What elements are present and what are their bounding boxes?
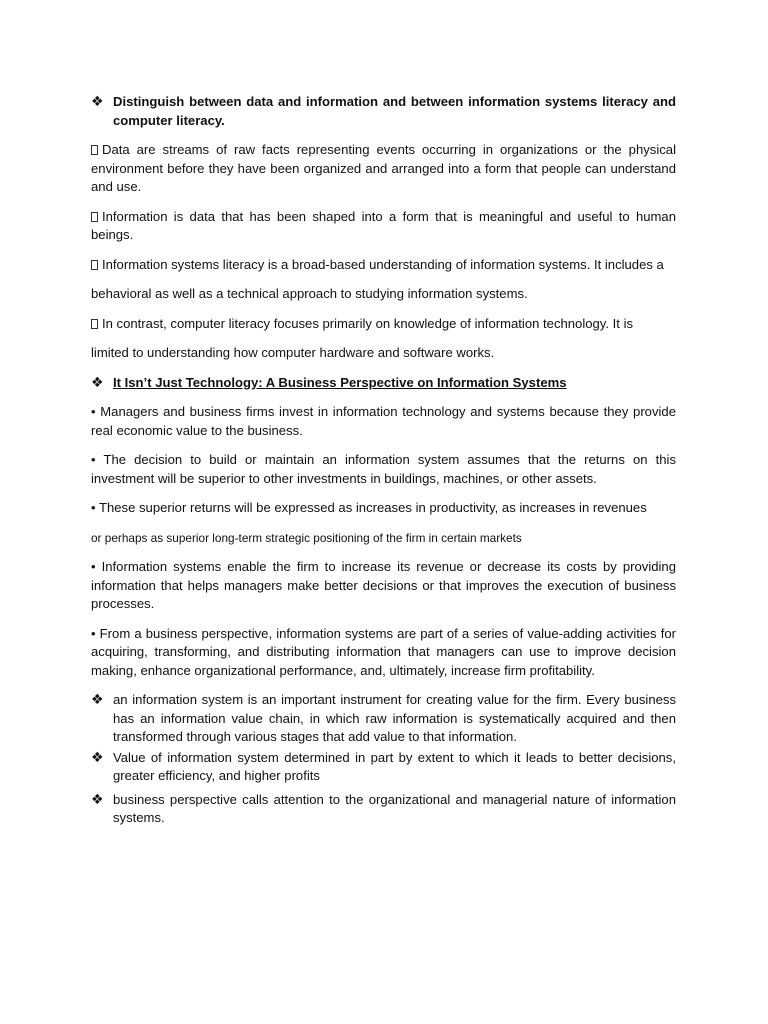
heading-distinguish xyxy=(91,93,676,130)
paragraph-limited: limited to understanding how computer hardware and software works. xyxy=(91,345,495,360)
item-text: Value of information system determined in part by extent to which it leads to better decisions, greater efficiency, and higher profits xyxy=(113,749,676,783)
diamond-bullet-icon: ❖ xyxy=(91,791,104,808)
paragraph-is-literacy: Information systems literacy is a broad-based understanding of information systems. It includes a xyxy=(91,256,676,275)
diamond-item-value-determined xyxy=(91,749,676,786)
bullet-value-adding: • From a business perspective, information systems are part of a series of value-adding activities for acquiring, transforming, and distributing information that managers can use to improve decision making, enhance organizational performance, and, ultimately, increase firm profitability. xyxy=(91,625,676,678)
paragraph-data-definition: Data are streams of raw facts representing events occurring in organizations or the physical environment before they have been organized and arranged into a form that people can understand and use. xyxy=(91,142,676,194)
bullet-superior-returns-cont: or perhaps as superior long-term strategic positioning of the firm in certain markets xyxy=(91,530,522,545)
heading-business-perspective xyxy=(91,374,676,393)
paragraph-information-definition: Information is data that has been shaped into a form that is meaningful and useful to human beings. xyxy=(91,208,676,242)
missing-glyph-box-icon xyxy=(91,212,98,222)
missing-glyph-box-icon xyxy=(91,319,98,329)
paragraph-behavioral: behavioral as well as a technical approach to studying information systems. xyxy=(91,286,528,301)
diamond-bullet-icon: ❖ xyxy=(91,692,104,708)
bullet-revenue-costs: • Information systems enable the firm to increase its revenue or decrease its costs by providing information that helps managers make better decisions or that improves the execution of business processes. xyxy=(91,559,676,611)
missing-glyph-box-icon xyxy=(91,260,98,270)
bullet-decision-build: • The decision to build or maintain an information system assumes that the returns on this investment will be superior to other investments in buildings, machines, or other assets. xyxy=(91,452,676,486)
diamond-item-value-chain xyxy=(91,691,676,747)
heading-text: It Isn’t Just Technology: A Business Perspective on Information Systems xyxy=(113,374,567,390)
item-text: an information system is an important instrument for creating value for the firm. Every business has an information value chain, in which raw information is systematically acquired and then transformed through various stages that add value to that information. xyxy=(113,692,676,744)
diamond-bullet-icon: ❖ xyxy=(91,749,104,766)
heading-text: Distinguish between data and information and between information systems literacy and computer literacy. xyxy=(113,94,676,128)
diamond-item-business-perspective xyxy=(91,791,676,828)
paragraph-computer-literacy: In contrast, computer literacy focuses primarily on knowledge of information technology. It is xyxy=(91,315,676,334)
bullet-superior-returns: • These superior returns will be expressed as increases in productivity, as increases in revenues xyxy=(91,500,647,515)
bullet-managers-invest: • Managers and business firms invest in information technology and systems because they provide real economic value to the business. xyxy=(91,404,676,438)
diamond-bullet-icon: ❖ xyxy=(91,94,104,110)
missing-glyph-box-icon xyxy=(91,145,98,155)
diamond-bullet-icon: ❖ xyxy=(91,374,104,391)
item-text: business perspective calls attention to the organizational and managerial nature of information systems. xyxy=(113,791,676,825)
